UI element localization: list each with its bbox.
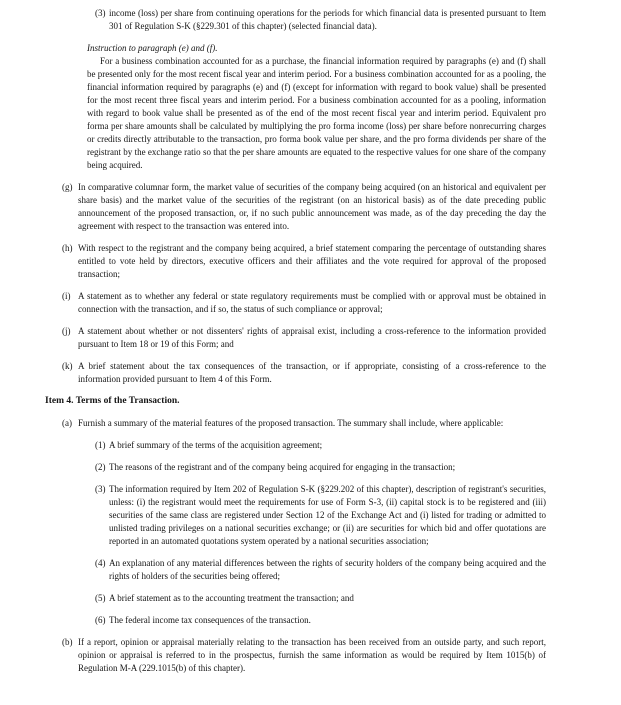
list-item-text: The reasons of the registrant and of the company being acquired for engaging in the transaction;: [109, 462, 456, 472]
list-marker: (h): [62, 243, 73, 253]
list-item-text: The federal income tax consequences of the transaction.: [109, 615, 311, 625]
list-item-text: In comparative columnar form, the market value of securities of the company being acquired (on an historical and equivalent per share basis) and the market value of the securities of the registrant (on an historical basis) as of the date preceding public announcement of the proposed transaction, or, if no such public announcement was made, as of the day preceding the day the agreement with respect to the transaction was entered into.: [78, 182, 546, 231]
list-item-text: A brief summary of the terms of the acquisition agreement;: [109, 440, 323, 450]
list-item-h: [62, 242, 546, 281]
list-item-text: income (loss) per share from continuing operations for the periods for which financial data is presented pursuant to Item 301 of Regulation S-K (§229.301 of this chapter) (selected financial data).: [109, 8, 546, 31]
list-item-text: The information required by Item 202 of Regulation S-K (§229.202 of this chapter), description of registrant's securities, unless: (i) the registrant would meet the requirements for use of Form S-3, (ii) capital stock is to be registered and (iii) securities of the same class are registered under Section 12 of the Exchange Act and (i) listed for trading or admitted to unlisted trading privileges on a national securities exchange; or (ii) are securities for which bid and offer quotations are reported in an automated quotations system operated by a national securities association;: [109, 484, 546, 546]
list-marker: (6): [95, 615, 106, 625]
list-item-text: With respect to the registrant and the company being acquired, a brief statement comparing the percentage of outstanding shares entitled to vote held by directors, executive officers and their affiliates and the vote required for approval of the proposed transaction;: [78, 243, 546, 279]
sublist-item-2: [95, 461, 546, 474]
sublist-item-1: [95, 439, 546, 452]
sublist-item-3: [95, 483, 546, 548]
list-item-text: If a report, opinion or appraisal materially relating to the transaction has been received from an outside party, and such report, opinion or appraisal is referred to in the prospectus, furnish the same information as would be required by Item 1015(b) of Regulation M-A (229.1015(b) of this chapter).: [78, 637, 546, 673]
list-marker: (a): [62, 418, 72, 428]
list-item-text: An explanation of any material differences between the rights of security holders of the company being acquired and the rights of holders of the securities being offered;: [109, 558, 546, 581]
list-item-a: [62, 417, 546, 430]
list-marker: (j): [62, 326, 71, 336]
list-item-j: [62, 325, 546, 351]
list-marker: (2): [95, 462, 106, 472]
list-marker: (k): [62, 361, 73, 371]
list-item-text: A brief statement as to the accounting treatment the transaction; and: [109, 593, 354, 603]
list-item-text: A statement about whether or not dissenters' rights of appraisal exist, including a cross-reference to the information provided pursuant to Item 18 or 19 of this Form; and: [78, 326, 546, 349]
list-marker: (i): [62, 291, 71, 301]
sublist-item-6: [95, 614, 546, 627]
list-item-k: [62, 360, 546, 386]
sublist-item-5: [95, 592, 546, 605]
list-item-i: [62, 290, 546, 316]
list-marker: (g): [62, 182, 73, 192]
list-marker: (3): [95, 484, 106, 494]
list-item-text: A brief statement about the tax consequences of the transaction, or if appropriate, consisting of a cross-reference to the information provided pursuant to Item 4 of this Form.: [78, 361, 546, 384]
instruction-heading: Instruction to paragraph (e) and (f).: [87, 43, 218, 53]
list-marker: (1): [95, 440, 106, 450]
list-marker: (3): [95, 8, 106, 18]
list-item-b: [62, 636, 546, 675]
list-marker: (4): [95, 558, 106, 568]
sublist-item-4: [95, 557, 546, 583]
list-item-text: A statement as to whether any federal or state regulatory requirements must be complied with or approval must be obtained in connection with the transaction, and if so, the status of such compliance or approval;: [78, 291, 546, 314]
list-marker: (5): [95, 593, 106, 603]
list-item-g: [62, 181, 546, 233]
instruction-paragraph: For a business combination accounted for as a purchase, the financial information required by paragraphs (e) and (f) shall be presented only for the most recent fiscal year and interim period. For a business combination accounted for as a pooling, the financial information required by paragraphs (e) and (f) (except for information with regard to book value) shall be presented for the most recent three fiscal years and interim period. For a business combination accounted for as a pooling, information with regard to book value shall be presented as of the end of the most recent fiscal year and interim period. Equivalent pro forma per share amounts shall be calculated by multiplying the pro forma income (loss) per share before nonrecurring charges or credits directly attributable to the transaction, pro forma book value per share, and the pro forma dividends per share of the registrant by the exchange ratio so that the per share amounts are equated to the respective values for one share of the company being acquired.: [87, 56, 546, 170]
section-heading-item-4: Item 4. Terms of the Transaction.: [45, 396, 180, 406]
list-item-3-continuation: [95, 7, 546, 33]
list-item-text: Furnish a summary of the material features of the proposed transaction. The summary shall include, where applicable:: [78, 418, 504, 428]
list-marker: (b): [62, 637, 73, 647]
